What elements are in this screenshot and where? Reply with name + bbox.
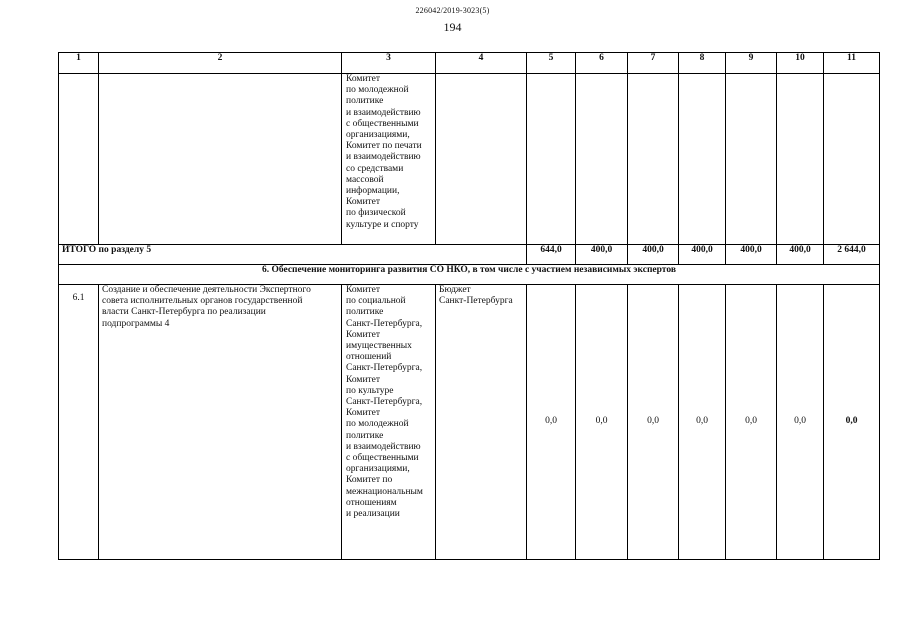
executors-cell: Комитет по молодежной политике и взаимодействию с общественными организациями, Комитет по печати и взаимодействию со средствами массовой информации, Комитет по физической культуре и спорту — [342, 74, 436, 245]
activity-cell: Создание и обеспечение деятельности Экспертного совета исполнительных органов государственной власти Санкт-Петербурга по реализации подпрограммы 4 — [99, 285, 342, 560]
table-row — [59, 285, 880, 560]
total-value: 2 644,0 — [824, 245, 880, 265]
column-header: 9 — [726, 53, 777, 74]
section-title: 6. Обеспечение мониторинга развития СО НКО, в том числе с участием независимых экспертов — [59, 265, 880, 285]
cell-empty — [824, 74, 880, 245]
total-value: 400,0 — [576, 245, 628, 265]
continuation-row — [59, 74, 880, 245]
column-header: 4 — [436, 53, 527, 74]
column-header: 1 — [59, 53, 99, 74]
amount-total-cell: 0,0 — [824, 285, 880, 560]
document-number: 226042/2019-3023(5) — [415, 6, 490, 15]
section-heading-row — [59, 265, 880, 285]
amount-cell: 0,0 — [777, 285, 824, 560]
total-value: 400,0 — [679, 245, 726, 265]
executors-cell: Комитет по социальной политике Санкт-Петербурга, Комитет имущественных отношений Санкт-Петербурга, Комитет по культуре Санкт-Петербурга, Комитет по молодежной политике и взаимодействию с общественными организациями, Комитет по межнациональным отношениям и реализации — [342, 285, 436, 560]
cell-empty — [436, 74, 527, 245]
column-header: 2 — [99, 53, 342, 74]
column-header: 5 — [527, 53, 576, 74]
column-header: 6 — [576, 53, 628, 74]
cell-empty — [777, 74, 824, 245]
amount-cell: 0,0 — [679, 285, 726, 560]
total-value: 644,0 — [527, 245, 576, 265]
amount-cell: 0,0 — [726, 285, 777, 560]
cell-empty — [726, 74, 777, 245]
amount-cell: 0,0 — [576, 285, 628, 560]
column-header: 10 — [777, 53, 824, 74]
page-number: 194 — [443, 20, 462, 34]
funding-source-cell: Бюджет Санкт-Петербурга — [436, 285, 527, 560]
cell-empty — [99, 74, 342, 245]
amount-cell: 0,0 — [628, 285, 679, 560]
column-header: 7 — [628, 53, 679, 74]
total-value: 400,0 — [726, 245, 777, 265]
total-value: 400,0 — [628, 245, 679, 265]
column-header: 11 — [824, 53, 880, 74]
total-value: 400,0 — [777, 245, 824, 265]
total-row — [59, 245, 880, 265]
header-row — [59, 53, 880, 74]
budget-table — [58, 52, 880, 560]
cell-empty — [628, 74, 679, 245]
column-header: 8 — [679, 53, 726, 74]
amount-cell: 0,0 — [527, 285, 576, 560]
cell-empty — [679, 74, 726, 245]
cell-empty — [59, 74, 99, 245]
cell-empty — [576, 74, 628, 245]
row-number: 6.1 — [59, 285, 99, 560]
column-header: 3 — [342, 53, 436, 74]
total-label: ИТОГО по разделу 5 — [59, 245, 527, 265]
cell-empty — [527, 74, 576, 245]
